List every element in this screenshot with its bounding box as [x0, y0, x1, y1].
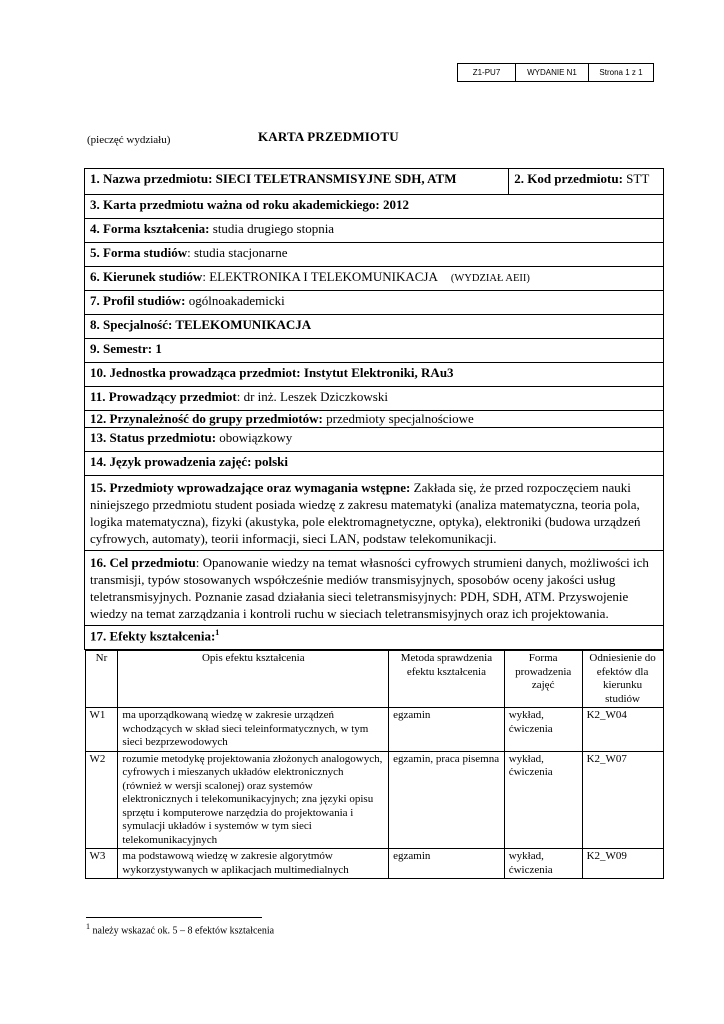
table-row	[85, 751, 663, 849]
field-course-group: 12. Przynależność do grupy przedmiotów: przedmioty specjalnościowe	[85, 411, 664, 428]
column-header: Metoda sprawdzenia efektu kształcenia	[389, 651, 505, 708]
column-header: Odniesienie do efektów dla kierunku studiów	[582, 651, 663, 708]
outcome-desc: rozumie metodykę projektowania złożonych analogowych, cyfrowych i mieszanych układów elektronicznych (również w wersji scalonej) oraz systemów elektronicznych i telekomunikacyjnych; zna języki opisu sprzętu i komputerowe narzędzia do projektowania i symulacji układów i systemów w tym sieci telekomunikacyjnych	[118, 751, 389, 849]
outcome-nr: W3	[85, 849, 118, 879]
footnote-separator	[86, 917, 262, 918]
table-row	[85, 849, 663, 879]
field-education-form: 4. Forma kształcenia: studia drugiego stopnia	[85, 219, 664, 243]
field-study-profile: 7. Profil studiów: ogólnoakademicki	[85, 291, 664, 315]
field-course-code: 2. Kod przedmiotu: STT	[509, 169, 664, 195]
outcome-ref: K2_W07	[582, 751, 663, 849]
column-header: Opis efektu kształcenia	[118, 651, 389, 708]
field-language: 14. Język prowadzenia zajęć: polski	[85, 452, 664, 476]
outcome-form: wykład, ćwiczenia	[504, 708, 582, 752]
field-course-name: 1. Nazwa przedmiotu: SIECI TELETRANSMISYJNE SDH, ATM	[85, 169, 509, 195]
field-prerequisites: 15. Przedmioty wprowadzające oraz wymagania wstępne: Zakłada się, że przed rozpoczęciem nauki niniejszego przedmiotu student posiada wiedzę z zakresu matematyki (analiza matematyczna, teoria pola, logika matematyczna), fizyki (akustyka, pole elektromagnetyczne, optyka), elektroniki (budowa urządzeń cyfrowych, automaty), teorii informacji, sieci LAN, podstaw telekomunikacji.	[85, 476, 664, 551]
faculty-stamp-label: (pieczęć wydziału)	[87, 134, 171, 146]
outcome-method: egzamin, praca pisemna	[389, 751, 505, 849]
outcome-nr: W2	[85, 751, 118, 849]
outcome-desc: ma uporządkowaną wiedzę w zakresie urządzeń wchodzących w skład sieci teleinformatycznych, w tym sieci bezprzewodowych	[118, 708, 389, 752]
field-lecturer: 11. Prowadzący przedmiot: dr inż. Leszek Dziczkowski	[85, 387, 664, 411]
field-course-goal: 16. Cel przedmiotu: Opanowanie wiedzy na temat własności cyfrowych strumieni danych, możliwości ich transmisji, typów stosowanych współcześnie mediów transmisyjnych, sposobów oceny jakości usług teletransmisyjnych. Poznanie zasad działania sieci teletransmisyjnych: PDH, SDH, ATM. Przyswojenie wiedzy na temat zarządzania i kontroli ruchu w sieciach teletransmisyjnych oraz ich projektowania.	[85, 551, 664, 626]
field-study-direction: 6. Kierunek studiów: ELEKTRONIKA I TELEKOMUNIKACJA (WYDZIAŁ AEII)	[85, 267, 664, 291]
outcomes-header-row	[85, 651, 663, 708]
field-semester: 9. Semestr: 1	[85, 339, 664, 363]
column-header: Forma prowadzenia zajęć	[504, 651, 582, 708]
footnote: $^1$ należy wskazać ok. 5 – 8 efektów kształcenia	[86, 922, 275, 937]
outcome-method: egzamin	[389, 708, 505, 752]
field-valid-year: 3. Karta przedmiotu ważna od roku akademickiego: 2012	[85, 195, 664, 219]
document-header-box	[457, 63, 654, 82]
outcome-method: egzamin	[389, 849, 505, 879]
doc-code: Z1-PU7	[458, 64, 516, 82]
table-row	[85, 708, 663, 752]
outcome-ref: K2_W04	[582, 708, 663, 752]
outcome-nr: W1	[85, 708, 118, 752]
outcome-form: wykład, ćwiczenia	[504, 849, 582, 879]
doc-edition: WYDANIE N1	[516, 64, 589, 82]
page-title: KARTA PRZEDMIOTU	[258, 129, 399, 144]
doc-page: Strona 1 z 1	[589, 64, 654, 82]
field-unit: 10. Jednostka prowadząca przedmiot: Instytut Elektroniki, RAu3	[85, 363, 664, 387]
learning-outcomes-table	[85, 650, 664, 879]
column-header: Nr	[85, 651, 118, 708]
outcome-ref: K2_W09	[582, 849, 663, 879]
course-card-table	[84, 168, 664, 879]
field-study-form: 5. Forma studiów: studia stacjonarne	[85, 243, 664, 267]
field-specialty: 8. Specjalność: TELEKOMUNIKACJA	[85, 315, 664, 339]
field-status: 13. Status przedmiotu: obowiązkowy	[85, 428, 664, 452]
outcome-desc: ma podstawową wiedzę w zakresie algorytmów wykorzystywanych w aplikacjach multimedialnych	[118, 849, 389, 879]
field-learning-outcomes: 17. Efekty kształcenia:$^1$	[85, 626, 664, 650]
outcome-form: wykład, ćwiczenia	[504, 751, 582, 849]
